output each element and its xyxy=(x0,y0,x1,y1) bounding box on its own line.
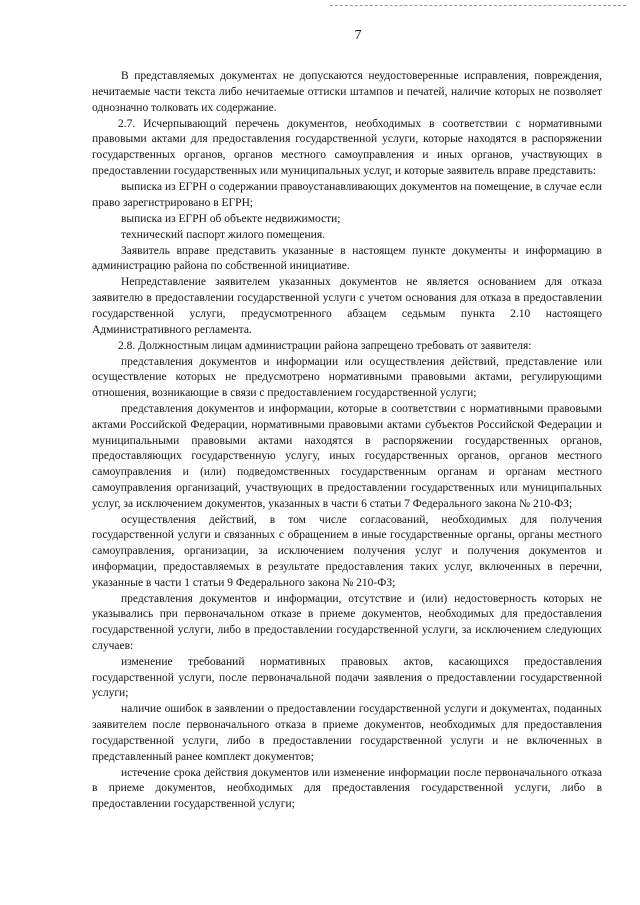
paragraph-inadmissible-corrections: В представляемых документах не допускаются неудостоверенные исправления, повреждения, нечитаемые части текста либо нечитаемые оттиски штампов и печатей, наличие которых не позволяет однозначно толковать их содержание. xyxy=(92,70,602,114)
list-item-expiry-of-documents: истечение срока действия документов или изменение информации после первоначального отказа в приеме документов, необходимых для предоставления государственной услуги, либо в предоставлении государственной услуги; xyxy=(92,766,602,810)
paragraph-2-8: 2.8. Должностным лицам администрации района запрещено требовать от заявителя: xyxy=(118,339,532,352)
list-item-unprovided-documents: представления документов и информации или осуществления действий, представление или осуществление которых не предусмотрено нормативными правовыми актами, регулирующими отношения, возникающие в связи с предоставлением государственной услуги; xyxy=(92,355,602,399)
list-item-approvals: осуществления действий, в том числе согласований, необходимых для получения государственной услуги и связанных с обращением в иные государственные органы, органы местного самоуправления, организации, за исключением получения услуг и получения документов и информации, предоставляемых в результате предоставления таких услуг, включенных в перечни, указанные в части 1 статьи 9 Федерального закона № 210-ФЗ; xyxy=(92,513,602,589)
list-item-egrn-extract-rights: выписка из ЕГРН о содержании правоустанавливающих документов на помещение, в случае если право зарегистрировано в ЕГРН; xyxy=(92,180,602,209)
list-item-technical-passport: технический паспорт жилого помещения. xyxy=(121,228,325,241)
list-item-missing-info-exceptions: представления документов и информации, отсутствие и (или) недостоверность которых не указывались при первоначальном отказе в приеме документов, необходимых для предоставления государственной услуги, либо в предоставлении государственной услуги, за исключением следующих случаев: xyxy=(92,592,602,652)
list-item-documents-in-possession: представления документов и информации, которые в соответствии с нормативными правовыми актами Российской Федерации, нормативными правовыми актами субъектов Российской Федерации и муниципальными правовыми актами находятся в распоряжении государственных органов, предоставляющих государственную услугу, иных государственных органов, органов местного самоуправления и (или) подведомственных государственным органам и органам местного самоуправления организаций, участвующих в предоставлении государственных или муниципальных услуг, за исключением документов, указанных в части 6 статьи 7 Федерального закона № 210-ФЗ; xyxy=(92,403,602,510)
top-rule xyxy=(330,5,626,6)
page-number: 7 xyxy=(354,28,362,43)
list-item-egrn-extract-property: выписка из ЕГРН об объекте недвижимости; xyxy=(121,212,341,225)
list-item-requirements-change: изменение требований нормативных правовых актов, касающихся предоставления государственной услуги, после первоначальной подачи заявления о предоставлении государственной услуги; xyxy=(92,655,602,700)
paragraph-applicant-right: Заявитель вправе представить указанные в настоящем пункте документы и информацию в администрацию района по собственной инициативе. xyxy=(92,244,602,273)
document-body xyxy=(92,69,602,813)
paragraph-2-7: 2.7. Исчерпывающий перечень документов, необходимых в соответствии с нормативными правовыми актами для предоставления государственной услуги, которые находятся в распоряжении государственных органов, органов местного самоуправления и иных органов, участвующих в предоставлении государственных или муниципальных услуг, и которые заявитель вправе представить: xyxy=(92,117,602,177)
list-item-errors-in-application: наличие ошибок в заявлении о предоставлении государственной услуги и документах, поданных заявителем после первоначального отказа в приеме документов, необходимых для предоставления государственной услуги, либо в предоставлении государственной услуги и не включенных в представленный ранее комплект документов; xyxy=(92,703,602,763)
paragraph-non-submission: Непредставление заявителем указанных документов не является основанием для отказа заявителю в предоставлении государственной услуги с учетом основания для отказа в предоставлении государственной услуги, предусмотренного абзацем седьмым пункта 2.10 настоящего Административного регламента. xyxy=(92,276,602,336)
